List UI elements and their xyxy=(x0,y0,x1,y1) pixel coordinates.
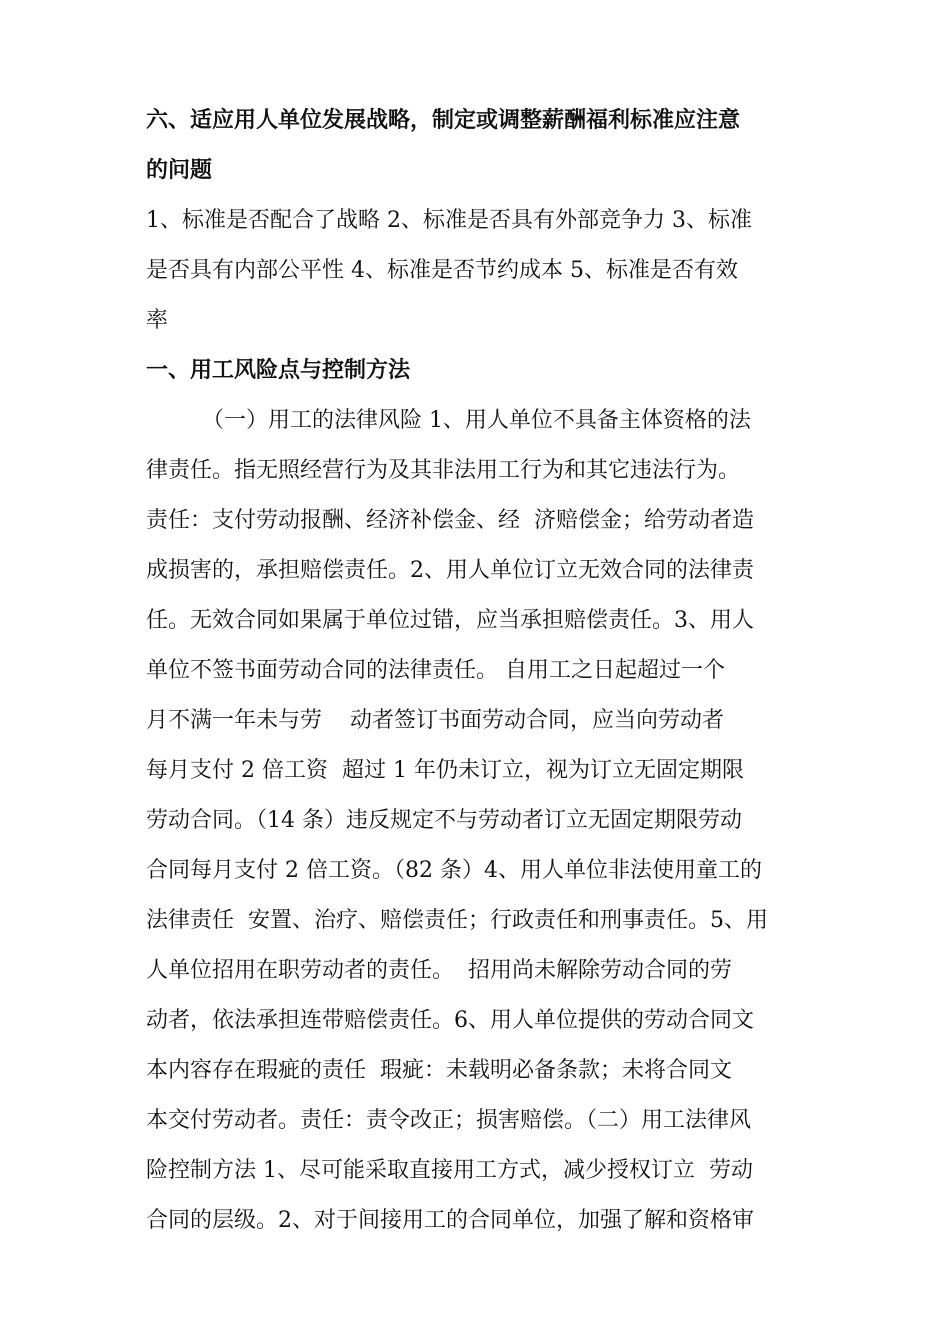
paragraph-line: 率 xyxy=(146,308,169,333)
paragraph-line: 月不满一年未与劳 动者签订书面劳动合同，应当向劳动者 xyxy=(146,708,724,733)
paragraph-line: 险控制方法 1、尽可能采取直接用工方式，减少授权订立 劳动 xyxy=(146,1158,753,1183)
section-heading-six xyxy=(146,96,826,196)
paragraph-line: 合同每月支付 2 倍工资。（82 条）4、用人单位非法使用童工的 xyxy=(146,858,762,883)
paragraph-line: 劳动合同。（14 条）违反规定不与劳动者订立无固定期限劳动 xyxy=(146,808,742,833)
paragraph-line: 1、标准是否配合了战略 2、标准是否具有外部竞争力 3、标准 xyxy=(146,208,752,233)
paragraph-line: 本内容存在瑕疵的责任 瑕疵：未载明必备条款；未将合同文 xyxy=(146,1058,732,1083)
paragraph-line: 法律责任 安置、治疗、赔偿责任；行政责任和刑事责任。5、用 xyxy=(146,908,768,933)
document-page xyxy=(146,96,826,1246)
paragraph-line: 每月支付 2 倍工资 超过 1 年仍未订立，视为订立无固定期限 xyxy=(146,758,744,783)
body-paragraph xyxy=(146,396,826,1246)
paragraph-line: 人单位招用在职劳动者的责任。 招用尚未解除劳动合同的劳 xyxy=(146,958,732,983)
standards-paragraph xyxy=(146,196,826,346)
paragraph-line: 是否具有内部公平性 4、标准是否节约成本 5、标准是否有效 xyxy=(146,258,738,283)
paragraph-line: 成损害的，承担赔偿责任。2、用人单位订立无效合同的法律责 xyxy=(146,558,754,583)
paragraph-line: 单位不签书面劳动合同的法律责任。 自用工之日起超过一个 xyxy=(146,658,725,683)
paragraph-line: 责任：支付劳动报酬、经济补偿金、经 济赔偿金；给劳动者造 xyxy=(146,508,754,533)
section-heading-one: 一、用工风险点与控制方法 xyxy=(146,358,411,383)
paragraph-line: 任。无效合同如果属于单位过错，应当承担赔偿责任。3、用人 xyxy=(146,608,754,633)
paragraph-line: 动者，依法承担连带赔偿责任。6、用人单位提供的劳动合同文 xyxy=(146,1008,754,1033)
paragraph-line: （一）用工的法律风险 1、用人单位不具备主体资格的法 xyxy=(146,408,751,433)
paragraph-line: 本交付劳动者。责任：责令改正；损害赔偿。（二）用工法律风 xyxy=(146,1108,752,1133)
heading-line: 的问题 xyxy=(146,158,213,183)
heading-line: 六、适应用人单位发展战略，制定或调整薪酬福利标准应注意 xyxy=(146,108,741,133)
paragraph-line: 合同的层级。2、对于间接用工的合同单位，加强了解和资格审 xyxy=(146,1208,754,1233)
paragraph-line: 律责任。指无照经营行为及其非法用工行为和其它违法行为。 xyxy=(146,458,741,483)
